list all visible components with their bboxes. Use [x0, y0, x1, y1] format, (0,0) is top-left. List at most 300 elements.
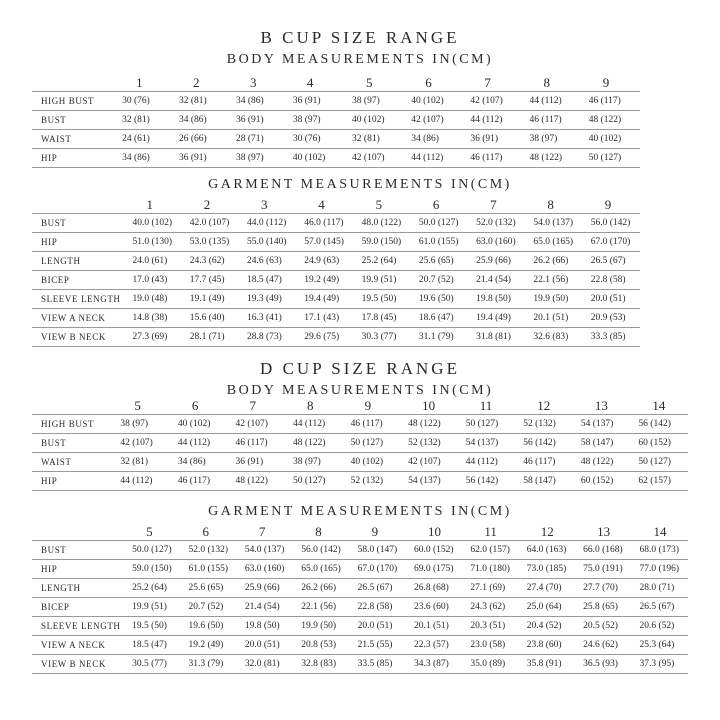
- measurement-cell: 60 (152): [630, 434, 688, 453]
- b-cup-garment-header: [0, 176, 720, 194]
- measurement-cell: 31.8 (81): [468, 328, 525, 347]
- measurement-cell: 18.5 (47): [239, 271, 296, 290]
- measurement-cell: 20.8 (53): [293, 636, 349, 655]
- measurement-cell: 35.0 (89): [462, 655, 518, 674]
- measurement-cell: 63.0 (160): [468, 233, 525, 252]
- measurement-cell: 36 (91): [285, 92, 344, 111]
- table-row: [32, 415, 688, 434]
- measurement-cell: 44 (112): [522, 92, 581, 111]
- size-header: 7: [490, 196, 497, 212]
- size-header: 8: [543, 74, 551, 90]
- measurement-cell: 28.8 (73): [239, 328, 296, 347]
- measurement-cell: 20.9 (53): [583, 309, 640, 328]
- size-header: 2: [193, 74, 200, 90]
- measurement-cell: 21.5 (55): [350, 636, 406, 655]
- size-header: 7: [484, 74, 491, 90]
- measurement-cell: 24.3 (62): [462, 598, 518, 617]
- d-cup-garment-table: [32, 523, 688, 674]
- size-header: 2: [203, 196, 211, 212]
- measurement-cell: 19.9 (51): [124, 598, 180, 617]
- measurement-cell: 19.9 (50): [293, 617, 349, 636]
- measurement-cell: 42 (107): [403, 111, 462, 130]
- measurement-cell: 21.4 (54): [237, 598, 293, 617]
- measurement-cell: 25.6 (65): [180, 579, 236, 598]
- measurement-cell: 56 (142): [630, 415, 688, 434]
- measurement-cell: 71.0 (180): [462, 560, 518, 579]
- measurement-cell: 14.8 (38): [124, 309, 181, 328]
- measurement-cell: 19.8 (50): [468, 290, 525, 309]
- measurement-cell: 51.0 (130): [124, 233, 181, 252]
- table-row: [32, 328, 640, 347]
- measurement-cell: 22.3 (57): [406, 636, 462, 655]
- size-header: 7: [258, 523, 266, 539]
- size-header: 6: [191, 397, 199, 413]
- measurement-cell: 22.8 (58): [350, 598, 406, 617]
- measurement-cell: 61.0 (155): [180, 560, 236, 579]
- measurement-cell: 56 (142): [458, 472, 516, 491]
- measurement-cell: 46 (117): [581, 92, 640, 111]
- measurement-cell: 20.7 (52): [180, 598, 236, 617]
- measurement-cell: 19.9 (50): [525, 290, 582, 309]
- header-spacer: [32, 196, 124, 214]
- measurement-cell: 38 (97): [522, 130, 581, 149]
- measurement-cell: 46 (117): [522, 111, 581, 130]
- row-label: BUST: [32, 541, 124, 560]
- measurement-cell: 20.0 (51): [350, 617, 406, 636]
- measurement-cell: 40.0 (102): [124, 214, 181, 233]
- measurement-cell: 16.3 (41): [239, 309, 296, 328]
- row-label: LENGTH: [32, 252, 124, 271]
- size-header: 6: [425, 74, 432, 90]
- size-header: 14: [653, 523, 667, 539]
- measurement-cell: 19.3 (49): [239, 290, 296, 309]
- size-header: 10: [427, 523, 441, 539]
- table-row: [32, 149, 640, 168]
- size-header: 12: [540, 523, 554, 539]
- table-row: [32, 130, 640, 149]
- measurement-cell: 67.0 (170): [350, 560, 406, 579]
- row-label: VIEW A NECK: [32, 309, 124, 328]
- measurement-cell: 52.0 (132): [180, 541, 236, 560]
- measurement-cell: 48 (122): [227, 472, 285, 491]
- measurement-cell: 42 (107): [462, 92, 521, 111]
- measurement-cell: 63.0 (160): [237, 560, 293, 579]
- measurement-cell: 30.5 (77): [124, 655, 180, 674]
- measurement-cell: 44 (112): [462, 111, 521, 130]
- row-label: HIP: [32, 472, 112, 491]
- measurement-cell: 46.0 (117): [296, 214, 353, 233]
- measurement-cell: 30 (76): [114, 92, 171, 111]
- measurement-cell: 17.1 (43): [296, 309, 353, 328]
- measurement-cell: 32 (81): [114, 111, 171, 130]
- measurement-cell: 42 (107): [112, 434, 170, 453]
- measurement-cell: 52 (132): [515, 415, 573, 434]
- measurement-cell: 53.0 (135): [182, 233, 239, 252]
- measurement-cell: 22.1 (56): [293, 598, 349, 617]
- measurement-cell: 34.3 (87): [406, 655, 462, 674]
- measurement-cell: 52 (132): [400, 434, 458, 453]
- measurement-cell: 50 (127): [458, 415, 516, 434]
- row-label: HIGH BUST: [32, 415, 112, 434]
- measurement-cell: 27.7 (70): [575, 579, 631, 598]
- measurement-cell: 26 (66): [171, 130, 228, 149]
- measurement-cell: 19.6 (50): [180, 617, 236, 636]
- measurement-cell: 67.0 (170): [583, 233, 640, 252]
- size-header: 13: [594, 397, 608, 413]
- measurement-cell: 48.0 (122): [354, 214, 411, 233]
- measurement-cell: 36 (91): [462, 130, 521, 149]
- measurement-cell: 58.0 (147): [350, 541, 406, 560]
- row-label: SLEEVE LENGTH: [32, 617, 124, 636]
- measurement-cell: 64.0 (163): [519, 541, 575, 560]
- measurement-cell: 40 (102): [403, 92, 462, 111]
- measurement-cell: 26.5 (67): [631, 598, 688, 617]
- table-row: [32, 579, 688, 598]
- measurement-cell: 57.0 (145): [296, 233, 353, 252]
- measurement-cell: 32.0 (81): [237, 655, 293, 674]
- measurement-cell: 19.8 (50): [237, 617, 293, 636]
- measurement-cell: 19.5 (50): [354, 290, 411, 309]
- size-header: 12: [537, 397, 551, 413]
- table-row: [32, 252, 640, 271]
- measurement-cell: 38 (97): [285, 111, 344, 130]
- measurement-cell: 37.3 (95): [631, 655, 688, 674]
- measurement-cell: 44 (112): [458, 453, 516, 472]
- table-row: [32, 472, 688, 491]
- row-label: WAIST: [32, 130, 114, 149]
- measurement-cell: 54 (137): [400, 472, 458, 491]
- measurement-cell: 36 (91): [171, 149, 228, 168]
- measurement-cell: 27.4 (70): [519, 579, 575, 598]
- b-cup-body-table: [32, 74, 640, 168]
- measurement-cell: 35.8 (91): [519, 655, 575, 674]
- measurement-cell: 33.5 (85): [350, 655, 406, 674]
- measurement-cell: 50.0 (127): [411, 214, 468, 233]
- measurement-cell: 42 (107): [400, 453, 458, 472]
- measurement-cell: 38 (97): [285, 453, 343, 472]
- measurement-cell: 34 (86): [170, 453, 228, 472]
- measurement-cell: 17.8 (45): [354, 309, 411, 328]
- measurement-cell: 24.6 (62): [575, 636, 631, 655]
- size-header: 9: [602, 74, 610, 90]
- measurement-cell: 54 (137): [573, 415, 631, 434]
- measurement-cell: 19.0 (48): [124, 290, 181, 309]
- measurement-cell: 38 (97): [228, 149, 285, 168]
- measurement-cell: 26.2 (66): [525, 252, 582, 271]
- measurement-cell: 19.4 (49): [468, 309, 525, 328]
- measurement-cell: 44 (112): [403, 149, 462, 168]
- measurement-cell: 19.4 (49): [296, 290, 353, 309]
- measurement-cell: 66.0 (168): [575, 541, 631, 560]
- size-header: 8: [547, 196, 554, 212]
- measurement-cell: 68.0 (173): [631, 541, 688, 560]
- measurement-cell: 25.2 (64): [354, 252, 411, 271]
- d-cup-body-table: [32, 397, 688, 491]
- measurement-cell: 25.9 (66): [468, 252, 525, 271]
- header-spacer: [32, 397, 112, 415]
- measurement-cell: 15.6 (40): [182, 309, 239, 328]
- measurement-cell: 40 (102): [170, 415, 228, 434]
- b-cup-body-subtitle: BODY MEASUREMENTS IN(CM): [226, 52, 494, 67]
- measurement-cell: 20.0 (51): [237, 636, 293, 655]
- measurement-cell: 44 (112): [170, 434, 228, 453]
- measurement-cell: 56 (142): [515, 434, 573, 453]
- table-row: [32, 655, 688, 674]
- measurement-cell: 77.0 (196): [631, 560, 688, 579]
- table-row: [32, 434, 688, 453]
- size-header: 5: [146, 523, 153, 539]
- measurement-cell: 48 (122): [581, 111, 640, 130]
- size-header: 5: [366, 74, 373, 90]
- measurement-cell: 32.6 (83): [525, 328, 582, 347]
- measurement-cell: 40 (102): [285, 149, 344, 168]
- size-header: 8: [315, 523, 322, 539]
- row-label: BUST: [32, 214, 124, 233]
- measurement-cell: 59.0 (150): [354, 233, 411, 252]
- measurement-cell: 38 (97): [112, 415, 170, 434]
- measurement-cell: 42.0 (107): [182, 214, 239, 233]
- measurement-cell: 25.0 (64): [519, 598, 575, 617]
- measurement-cell: 50.0 (127): [124, 541, 180, 560]
- measurement-cell: 46 (117): [227, 434, 285, 453]
- measurement-cell: 61.0 (155): [411, 233, 468, 252]
- size-header: 6: [432, 196, 440, 212]
- d-cup-garment-subtitle: GARMENT MEASUREMENTS IN(CM): [208, 504, 512, 519]
- size-header: 4: [318, 196, 325, 212]
- measurement-cell: 48 (122): [285, 434, 343, 453]
- measurement-cell: 32 (81): [344, 130, 403, 149]
- measurement-cell: 52 (132): [343, 472, 401, 491]
- measurement-cell: 48 (122): [573, 453, 631, 472]
- size-header: 3: [249, 74, 257, 90]
- measurement-cell: 29.6 (75): [296, 328, 353, 347]
- measurement-cell: 28.1 (71): [182, 328, 239, 347]
- measurement-cell: 32 (81): [171, 92, 228, 111]
- measurement-cell: 44 (112): [285, 415, 343, 434]
- row-label: VIEW B NECK: [32, 655, 124, 674]
- size-header: 9: [604, 196, 612, 212]
- measurement-cell: 27.3 (69): [124, 328, 181, 347]
- measurement-cell: 65.0 (165): [293, 560, 349, 579]
- measurement-cell: 54 (137): [458, 434, 516, 453]
- measurement-cell: 19.2 (49): [180, 636, 236, 655]
- size-header: 5: [134, 397, 141, 413]
- measurement-cell: 38 (97): [344, 92, 403, 111]
- measurement-cell: 42 (107): [344, 149, 403, 168]
- measurement-cell: 30.3 (77): [354, 328, 411, 347]
- table-row: [32, 214, 640, 233]
- b-cup-section: [0, 28, 720, 69]
- size-header: 5: [375, 196, 383, 212]
- size-header: 8: [307, 397, 314, 413]
- size-header: 13: [597, 523, 611, 539]
- size-header: 7: [249, 397, 256, 413]
- measurement-cell: 48 (122): [522, 149, 581, 168]
- measurement-cell: 50 (127): [285, 472, 343, 491]
- size-header: 9: [364, 397, 372, 413]
- row-label: BUST: [32, 434, 112, 453]
- measurement-cell: 40 (102): [581, 130, 640, 149]
- measurement-cell: 25.6 (65): [411, 252, 468, 271]
- measurement-cell: 40 (102): [343, 453, 401, 472]
- measurement-cell: 23.0 (58): [462, 636, 518, 655]
- measurement-cell: 65.0 (165): [525, 233, 582, 252]
- measurement-cell: 48 (122): [400, 415, 458, 434]
- size-header: 11: [484, 523, 497, 539]
- measurement-cell: 50 (127): [343, 434, 401, 453]
- measurement-cell: 36 (91): [227, 453, 285, 472]
- table-row: [32, 111, 640, 130]
- measurement-cell: 19.9 (51): [354, 271, 411, 290]
- measurement-cell: 31.1 (79): [411, 328, 468, 347]
- measurement-cell: 46 (117): [170, 472, 228, 491]
- b-cup-garment-table: [32, 196, 640, 347]
- measurement-cell: 54.0 (137): [237, 541, 293, 560]
- measurement-cell: 24 (61): [114, 130, 171, 149]
- measurement-cell: 44 (112): [112, 472, 170, 491]
- table-row: [32, 617, 688, 636]
- size-header: 14: [652, 397, 666, 413]
- measurement-cell: 24.9 (63): [296, 252, 353, 271]
- row-label: LENGTH: [32, 579, 124, 598]
- row-label: HIGH BUST: [32, 92, 114, 111]
- size-header: 1: [136, 74, 143, 90]
- measurement-cell: 17.7 (45): [182, 271, 239, 290]
- measurement-cell: 25.8 (65): [575, 598, 631, 617]
- size-header: 4: [306, 74, 314, 90]
- table-row: [32, 453, 688, 472]
- measurement-cell: 23.6 (60): [406, 598, 462, 617]
- measurement-cell: 46 (117): [515, 453, 573, 472]
- table-row: [32, 92, 640, 111]
- measurement-cell: 27.1 (69): [462, 579, 518, 598]
- size-header: 1: [146, 196, 153, 212]
- table-row: [32, 560, 688, 579]
- d-cup-section: [0, 359, 720, 400]
- measurement-cell: 31.3 (79): [180, 655, 236, 674]
- measurement-cell: 62.0 (157): [462, 541, 518, 560]
- table-row: [32, 290, 640, 309]
- measurement-cell: 32 (81): [112, 453, 170, 472]
- row-label: HIP: [32, 149, 114, 168]
- header-spacer: [32, 523, 124, 541]
- row-label: HIP: [32, 233, 124, 252]
- measurement-cell: 58 (147): [573, 434, 631, 453]
- table-row: [32, 541, 688, 560]
- row-label: BICEP: [32, 598, 124, 617]
- d-cup-garment-header: [0, 503, 720, 521]
- measurement-cell: 69.0 (175): [406, 560, 462, 579]
- measurement-cell: 20.7 (52): [411, 271, 468, 290]
- measurement-cell: 19.6 (50): [411, 290, 468, 309]
- measurement-cell: 26.5 (67): [583, 252, 640, 271]
- measurement-cell: 18.5 (47): [124, 636, 180, 655]
- b-cup-title: B CUP SIZE RANGE: [260, 28, 460, 47]
- measurement-cell: 26.5 (67): [350, 579, 406, 598]
- measurement-cell: 25.3 (64): [631, 636, 688, 655]
- measurement-cell: 34 (86): [403, 130, 462, 149]
- measurement-cell: 30 (76): [285, 130, 344, 149]
- row-label: VIEW A NECK: [32, 636, 124, 655]
- measurement-cell: 34 (86): [171, 111, 228, 130]
- row-label: BUST: [32, 111, 114, 130]
- size-header: 3: [261, 196, 268, 212]
- b-cup-garment-subtitle: GARMENT MEASUREMENTS IN(CM): [208, 177, 512, 192]
- measurement-cell: 22.8 (58): [583, 271, 640, 290]
- measurement-cell: 60 (152): [573, 472, 631, 491]
- table-row: [32, 636, 688, 655]
- measurement-cell: 20.1 (51): [525, 309, 582, 328]
- size-header: 9: [371, 523, 379, 539]
- row-label: BICEP: [32, 271, 124, 290]
- measurement-cell: 36 (91): [228, 111, 285, 130]
- measurement-cell: 75.0 (191): [575, 560, 631, 579]
- table-row: [32, 598, 688, 617]
- measurement-cell: 19.2 (49): [296, 271, 353, 290]
- measurement-cell: 18.6 (47): [411, 309, 468, 328]
- measurement-cell: 34 (86): [228, 92, 285, 111]
- measurement-cell: 20.1 (51): [406, 617, 462, 636]
- d-cup-body-subtitle: BODY MEASUREMENTS IN(CM): [226, 383, 494, 398]
- table-row: [32, 271, 640, 290]
- measurement-cell: 20.6 (52): [631, 617, 688, 636]
- measurement-cell: 19.1 (49): [182, 290, 239, 309]
- measurement-cell: 32.8 (83): [293, 655, 349, 674]
- row-label: HIP: [32, 560, 124, 579]
- size-header: 11: [479, 397, 493, 413]
- measurement-cell: 56.0 (142): [293, 541, 349, 560]
- header-spacer: [32, 74, 114, 92]
- measurement-cell: 52.0 (132): [468, 214, 525, 233]
- measurement-cell: 34 (86): [114, 149, 171, 168]
- measurement-cell: 50 (127): [630, 453, 688, 472]
- measurement-cell: 24.3 (62): [182, 252, 239, 271]
- measurement-cell: 21.4 (54): [468, 271, 525, 290]
- measurement-cell: 19.5 (50): [124, 617, 180, 636]
- measurement-cell: 46 (117): [343, 415, 401, 434]
- measurement-cell: 22.1 (56): [525, 271, 582, 290]
- measurement-cell: 20.5 (52): [575, 617, 631, 636]
- measurement-cell: 55.0 (140): [239, 233, 296, 252]
- measurement-cell: 46 (117): [462, 149, 521, 168]
- measurement-cell: 25.9 (66): [237, 579, 293, 598]
- table-row: [32, 309, 640, 328]
- table-row: [32, 233, 640, 252]
- measurement-cell: 26.2 (66): [293, 579, 349, 598]
- measurement-cell: 73.0 (185): [519, 560, 575, 579]
- measurement-cell: 17.0 (43): [124, 271, 181, 290]
- measurement-cell: 58 (147): [515, 472, 573, 491]
- measurement-cell: 24.6 (63): [239, 252, 296, 271]
- measurement-cell: 42 (107): [227, 415, 285, 434]
- measurement-cell: 28.0 (71): [631, 579, 688, 598]
- measurement-cell: 62 (157): [630, 472, 688, 491]
- measurement-cell: 20.3 (51): [462, 617, 518, 636]
- measurement-cell: 59.0 (150): [124, 560, 180, 579]
- row-label: WAIST: [32, 453, 112, 472]
- measurement-cell: 44.0 (112): [239, 214, 296, 233]
- measurement-cell: 50 (127): [581, 149, 640, 168]
- measurement-cell: 56.0 (142): [583, 214, 640, 233]
- measurement-cell: 40 (102): [344, 111, 403, 130]
- d-cup-title: D CUP SIZE RANGE: [260, 359, 460, 378]
- measurement-cell: 33.3 (85): [583, 328, 640, 347]
- measurement-cell: 36.5 (93): [575, 655, 631, 674]
- measurement-cell: 54.0 (137): [525, 214, 582, 233]
- measurement-cell: 20.0 (51): [583, 290, 640, 309]
- measurement-cell: 60.0 (152): [406, 541, 462, 560]
- size-header: 10: [422, 397, 436, 413]
